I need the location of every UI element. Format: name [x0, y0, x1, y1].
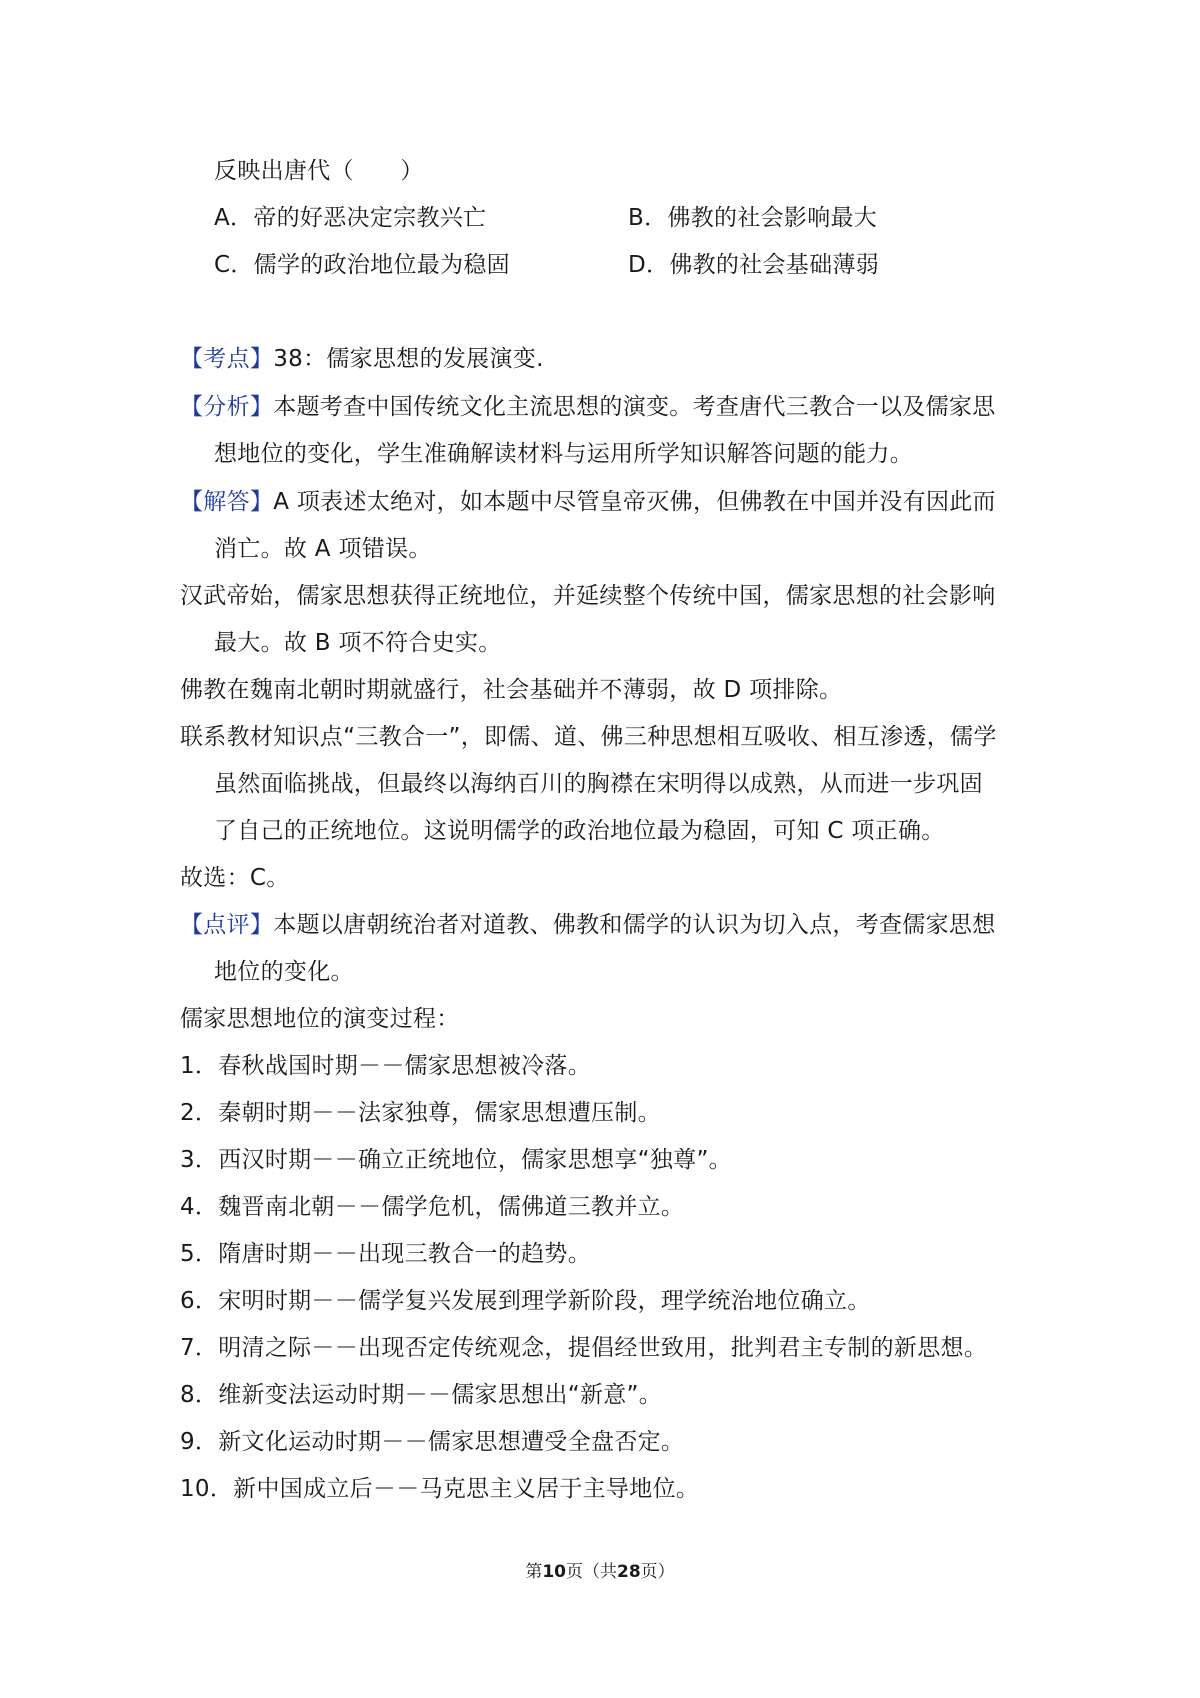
answer-line: 故选：C。	[180, 865, 290, 891]
question-stem: 反映出唐代（ ）	[214, 158, 424, 184]
list-item: 2．秦朝时期－－法家独尊，儒家思想遭压制。	[180, 1100, 661, 1126]
list-item: 5．隋唐时期－－出现三教合一的趋势。	[180, 1241, 592, 1267]
jieda-line-1	[180, 487, 996, 517]
fenxi-line-2: 想地位的变化，学生准确解读材料与运用所学知识解答问题的能力。	[214, 441, 913, 467]
jieda-text: A 项表述太绝对，如本题中尽管皇帝灭佛，但佛教在中国并没有因此而	[273, 489, 996, 515]
option-label: A．	[214, 205, 254, 231]
option-d	[628, 250, 879, 280]
kaodian-text: 38：儒家思想的发展演变.	[273, 346, 544, 372]
para-c-line-2: 虽然面临挑战，但最终以海纳百川的胸襟在宋明得以成熟，从而进一步巩固	[214, 771, 983, 797]
list-item: 1．春秋战国时期－－儒家思想被冷落。	[180, 1053, 592, 1079]
para-d-line-1: 佛教在魏南北朝时期就盛行，社会基础并不薄弱，故 D 项排除。	[180, 677, 843, 703]
footer-mid: 页（共	[566, 1562, 617, 1582]
list-item: 6．宋明时期－－儒学复兴发展到理学新阶段，理学统治地位确立。	[180, 1288, 871, 1314]
option-c	[214, 250, 510, 280]
list-item: 4．魏晋南北朝－－儒学危机，儒佛道三教并立。	[180, 1194, 685, 1220]
jieda-line-2: 消亡。故 A 项错误。	[214, 536, 432, 562]
evolution-title: 儒家思想地位的演变过程：	[180, 1006, 460, 1032]
option-text: 儒学的政治地位最为稳固	[253, 252, 510, 278]
dianping-text: 本题以唐朝统治者对道教、佛教和儒学的认识为切入点，考查儒家思想	[273, 912, 996, 938]
page-footer	[0, 1560, 1200, 1584]
fenxi-tag: 【分析】	[180, 394, 274, 420]
para-b-line-2: 最大。故 B 项不符合史实。	[214, 630, 502, 656]
option-label: C．	[214, 252, 254, 278]
jieda-tag: 【解答】	[180, 489, 274, 515]
para-c-line-3: 了自己的正统地位。这说明儒学的政治地位最为稳固，可知 C 项正确。	[214, 818, 945, 844]
option-text: 帝的好恶决定宗教兴亡	[253, 205, 487, 231]
footer-post: 页）	[640, 1562, 675, 1582]
fenxi-text: 本题考查中国传统文化主流思想的演变。考查唐代三教合一以及儒家思	[273, 394, 996, 420]
list-item: 7．明清之际－－出现否定传统观念，提倡经世致用，批判君主专制的新思想。	[180, 1335, 988, 1361]
dianping-line-1	[180, 910, 996, 940]
page-total: 28	[617, 1562, 641, 1582]
option-label: B．	[628, 205, 668, 231]
list-item: 8．维新变法运动时期－－儒家思想出“新意”。	[180, 1382, 663, 1408]
para-b-line-1: 汉武帝始，儒家思想获得正统地位，并延续整个传统中国，儒家思想的社会影响	[180, 583, 996, 609]
option-label: D．	[628, 252, 670, 278]
list-item: 3．西汉时期－－确立正统地位，儒家思想享“独尊”。	[180, 1147, 732, 1173]
option-text: 佛教的社会基础薄弱	[669, 252, 880, 278]
fenxi-line-1	[180, 392, 996, 422]
dianping-tag: 【点评】	[180, 912, 274, 938]
para-c-line-1: 联系教材知识点“三教合一”，即儒、道、佛三种思想相互吸收、相互渗透，儒学	[180, 724, 997, 750]
page-number: 10	[542, 1562, 566, 1582]
option-b	[628, 203, 877, 233]
option-text: 佛教的社会影响最大	[667, 205, 878, 231]
kaodian-line	[180, 344, 544, 374]
option-a	[214, 203, 486, 233]
footer-pre: 第	[525, 1562, 543, 1582]
list-item: 10．新中国成立后－－马克思主义居于主导地位。	[180, 1476, 700, 1502]
kaodian-tag: 【考点】	[180, 346, 274, 372]
list-item: 9．新文化运动时期－－儒家思想遭受全盘否定。	[180, 1429, 685, 1455]
dianping-line-2: 地位的变化。	[214, 959, 354, 985]
